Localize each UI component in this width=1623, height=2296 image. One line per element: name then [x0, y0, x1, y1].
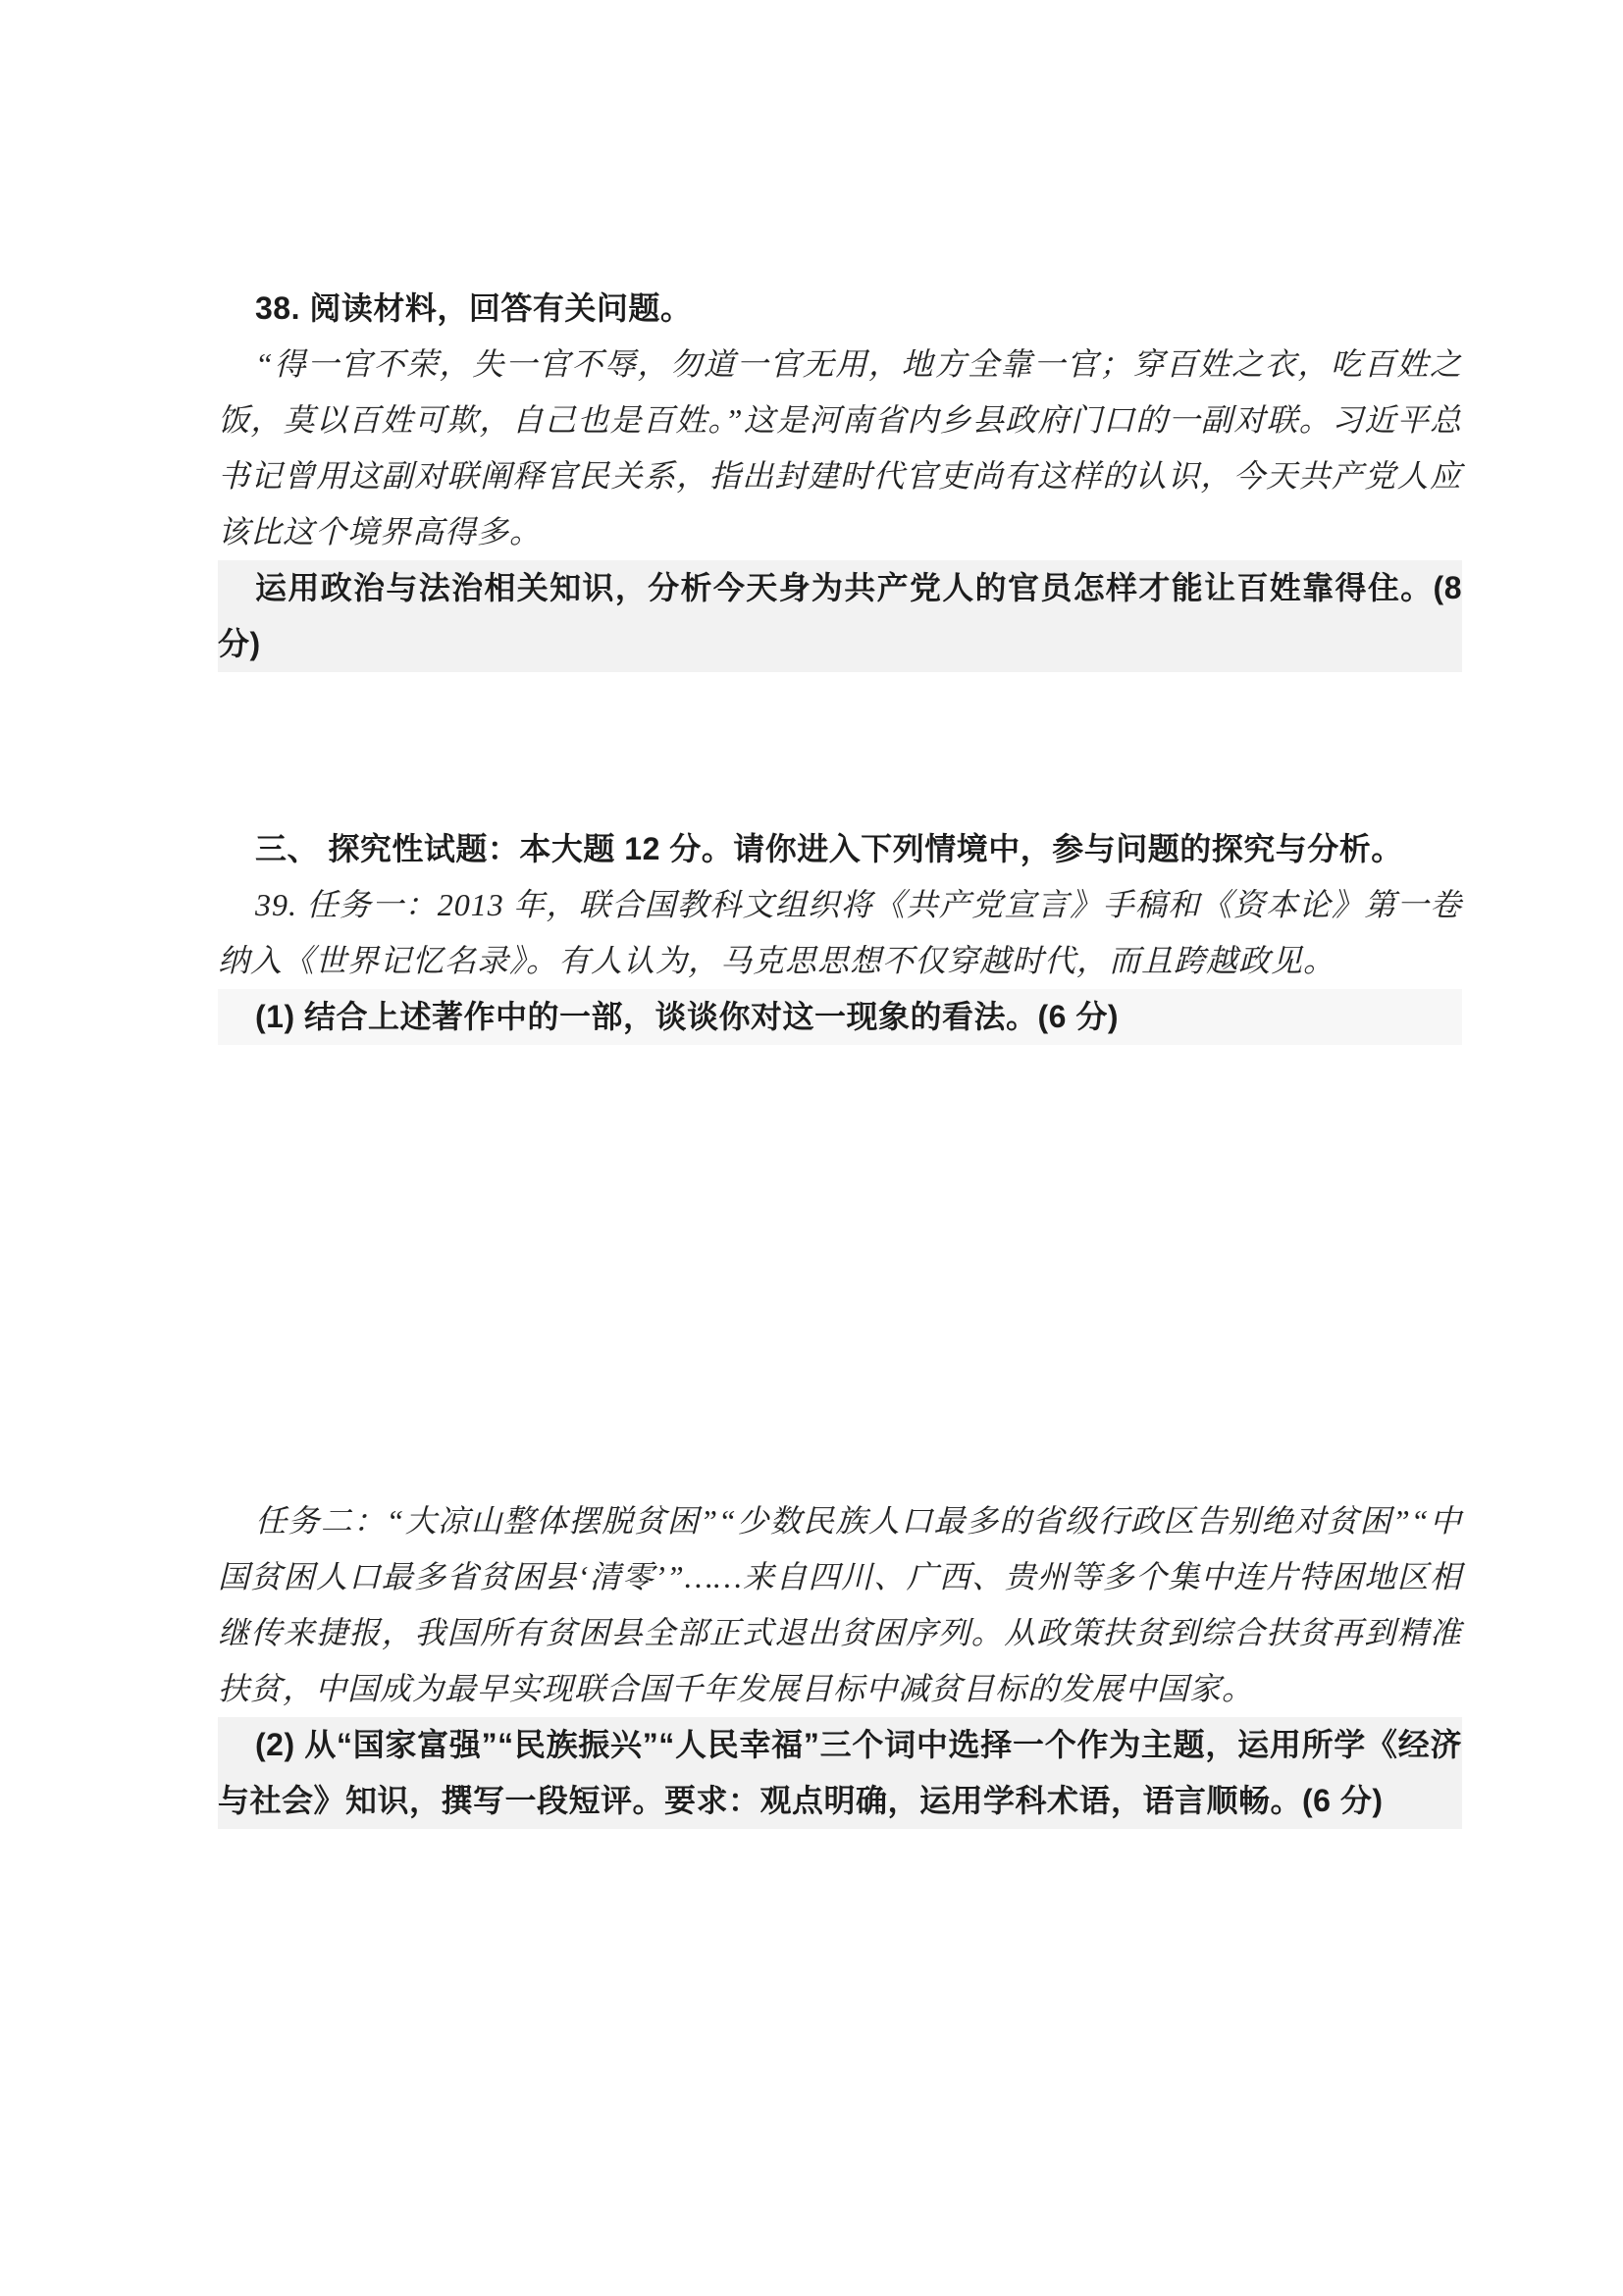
answer-space-q38 — [218, 672, 1462, 821]
question-38-title: 38. 阅读材料，回答有关问题。 — [255, 290, 693, 326]
section-3-heading: 三、 探究性试题：本大题 12 分。请你进入下列情境中，参与问题的探究与分析。 — [255, 831, 1403, 866]
answer-space-q39-part1 — [218, 1045, 1462, 1493]
question-39-part1: (1) 结合上述著作中的一部，谈谈你对这一现象的看法。(6 分) — [218, 989, 1462, 1045]
question-38-prompt: 运用政治与法治相关知识，分析今天身为共产党人的官员怎样才能让百姓靠得住。(8 分) — [218, 560, 1462, 672]
question-39-part2: (2) 从“国家富强”“民族振兴”“人民幸福”三个词中选择一个作为主题，运用所学《经济与社会》知识，撰写一段短评。要求：观点明确，运用学科术语，语言顺畅。(6 分) — [218, 1717, 1462, 1829]
question-39-task1: 39. 任务一：2013 年，联合国教科文组织将《共产党宣言》手稿和《资本论》第一卷纳入《世界记忆名录》。有人认为，马克思思想不仅穿越时代，而且跨越政见。 — [218, 887, 1462, 978]
question-39-task2: 任务二：“大凉山整体摆脱贫困”“少数民族人口最多的省级行政区告别绝对贫困”“中国贫困人口最多省贫困县‘清零’”……来自四川、广西、贵州等多个集中连片特困地区相继传来捷报，我国所有贫困县全部正式退出贫困序列。从政策扶贫到综合扶贫再到精准扶贫，中国成为最早实现联合国千年发展目标中减贫目标的发展中国家。 — [218, 1503, 1462, 1706]
question-38-material: “得一官不荣，失一官不辱，勿道一官无用，地方全靠一官；穿百姓之衣，吃百姓之饭，莫以百姓可欺，自己也是百姓。”这是河南省内乡县政府门口的一副对联。习近平总书记曾用这副对联阐释官民关系，指出封建时代官吏尚有这样的认识，今天共产党人应该比这个境界高得多。 — [218, 346, 1462, 549]
